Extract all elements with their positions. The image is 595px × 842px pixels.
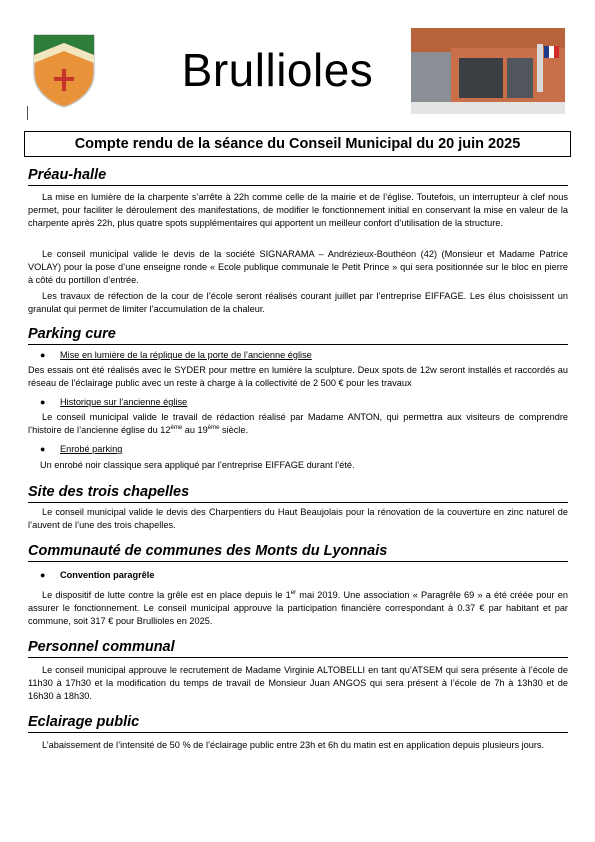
section-title-chapelles: Site des trois chapelles	[28, 483, 568, 503]
bullet-icon: ●	[40, 444, 46, 454]
header-divider	[27, 106, 28, 120]
bullet-icon: ●	[40, 350, 46, 360]
paragraph: Le conseil municipal valide le devis des Charpentiers du Haut Beaujolais pour la rénovation de la couverture en zinc naturel de l’auvent de l’une des trois chapelles.	[28, 507, 568, 530]
section-title-personnel: Personnel communal	[28, 638, 568, 658]
paragraph: L’abaissement de l’intensité de 50 % de l’éclairage public entre 23h et 6h du matin est en application depuis plusieurs jours.	[42, 740, 545, 750]
bullet-item	[40, 443, 122, 456]
coat-of-arms-icon	[32, 33, 96, 109]
bullet-label: Historique sur l’ancienne église	[60, 397, 188, 407]
paragraph: Le dispositif de lutte contre la grêle est en place depuis le 1er mai 2019. Une association « Paragrêle 69 » a été créée pour en assurer le fonctionnement. Le conseil municipal approuve la participation financière correspondant à 0.37 € par habitant et par commune, soit 317 € pour Brullioles en 2025.	[28, 589, 568, 626]
paragraph: Le conseil municipal approuve le recrutement de Madame Virginie ALTOBELLI en tant qu’ATSEM qui sera présente à l’école de 11h30 à 17h30 et la modification du temps de travail de Monsieur Juan ANGOS qui sera présent à l’école de 7h à 13h30 et de 16h30 à 18h30.	[28, 665, 568, 701]
town-hall-photo	[411, 28, 565, 114]
bullet-item	[40, 396, 187, 409]
bullet-item	[40, 349, 312, 362]
section-title-preau: Préau-halle	[28, 166, 568, 186]
paragraph: Un enrobé noir classique sera appliqué par l’entreprise EIFFAGE durant l’été.	[40, 460, 355, 470]
bullet-label: Convention paragrêle	[60, 570, 155, 580]
section-title-parking: Parking cure	[28, 325, 568, 345]
paragraph: Des essais ont été réalisés avec le SYDER pour mettre en lumière la sculpture. Deux spots de 12w seront installés et raccordés au réseau de l’éclairage public avec un reste à charge à la collectivité de 2 500 € pour les travaux	[28, 365, 568, 388]
paragraph: Le conseil municipal valide le travail de rédaction réalisé par Madame ANTON, qui permettra aux visiteurs de comprendre l’histoire de l’ancienne église du 12ème au 19ème siècle.	[28, 412, 568, 435]
bullet-label: Mise en lumière de la réplique de la porte de l’ancienne église	[60, 350, 312, 360]
section-title-eclairage: Eclairage public	[28, 713, 568, 733]
bullet-item	[40, 569, 154, 582]
town-title: Brullioles	[181, 44, 374, 96]
meeting-banner: Compte rendu de la séance du Conseil Municipal du 20 juin 2025	[24, 131, 571, 157]
bullet-label: Enrobé parking	[60, 444, 123, 454]
section-title-communaute: Communauté de communes des Monts du Lyonnais	[28, 542, 568, 562]
paragraph: La mise en lumière de la charpente s’arrête à 22h comme celle de la mairie et de l’église. Toutefois, un interrupteur à clef nous permet, pour faciliter le déroulement des manifestations, de modifier le fonctionnement initial en conservant la mise en valeur de la charpente après 22h, plus quatre spots supplémentaires qui apportent un meilleur confort d’utilisation de la structure.	[28, 192, 568, 228]
bullet-icon: ●	[40, 397, 46, 407]
paragraph: Le conseil municipal valide le devis de la société SIGNARAMA – Andrézieux-Bouthéon (42) (Monsieur et Madame Patrice VOLAY) pour la pose d’une enseigne ronde « Ecole publique communale le Petit Prince » qui sera positionnée sur le bloc en pierre à côté du portillon d’entrée.	[28, 249, 568, 285]
bullet-icon: ●	[40, 570, 46, 580]
paragraph: Les travaux de réfection de la cour de l’école seront réalisés courant juillet par l’entreprise EIFFAGE. Les élus choisissent un granulat qui permet de limiter l’accumulation de la chaleur.	[28, 291, 568, 314]
